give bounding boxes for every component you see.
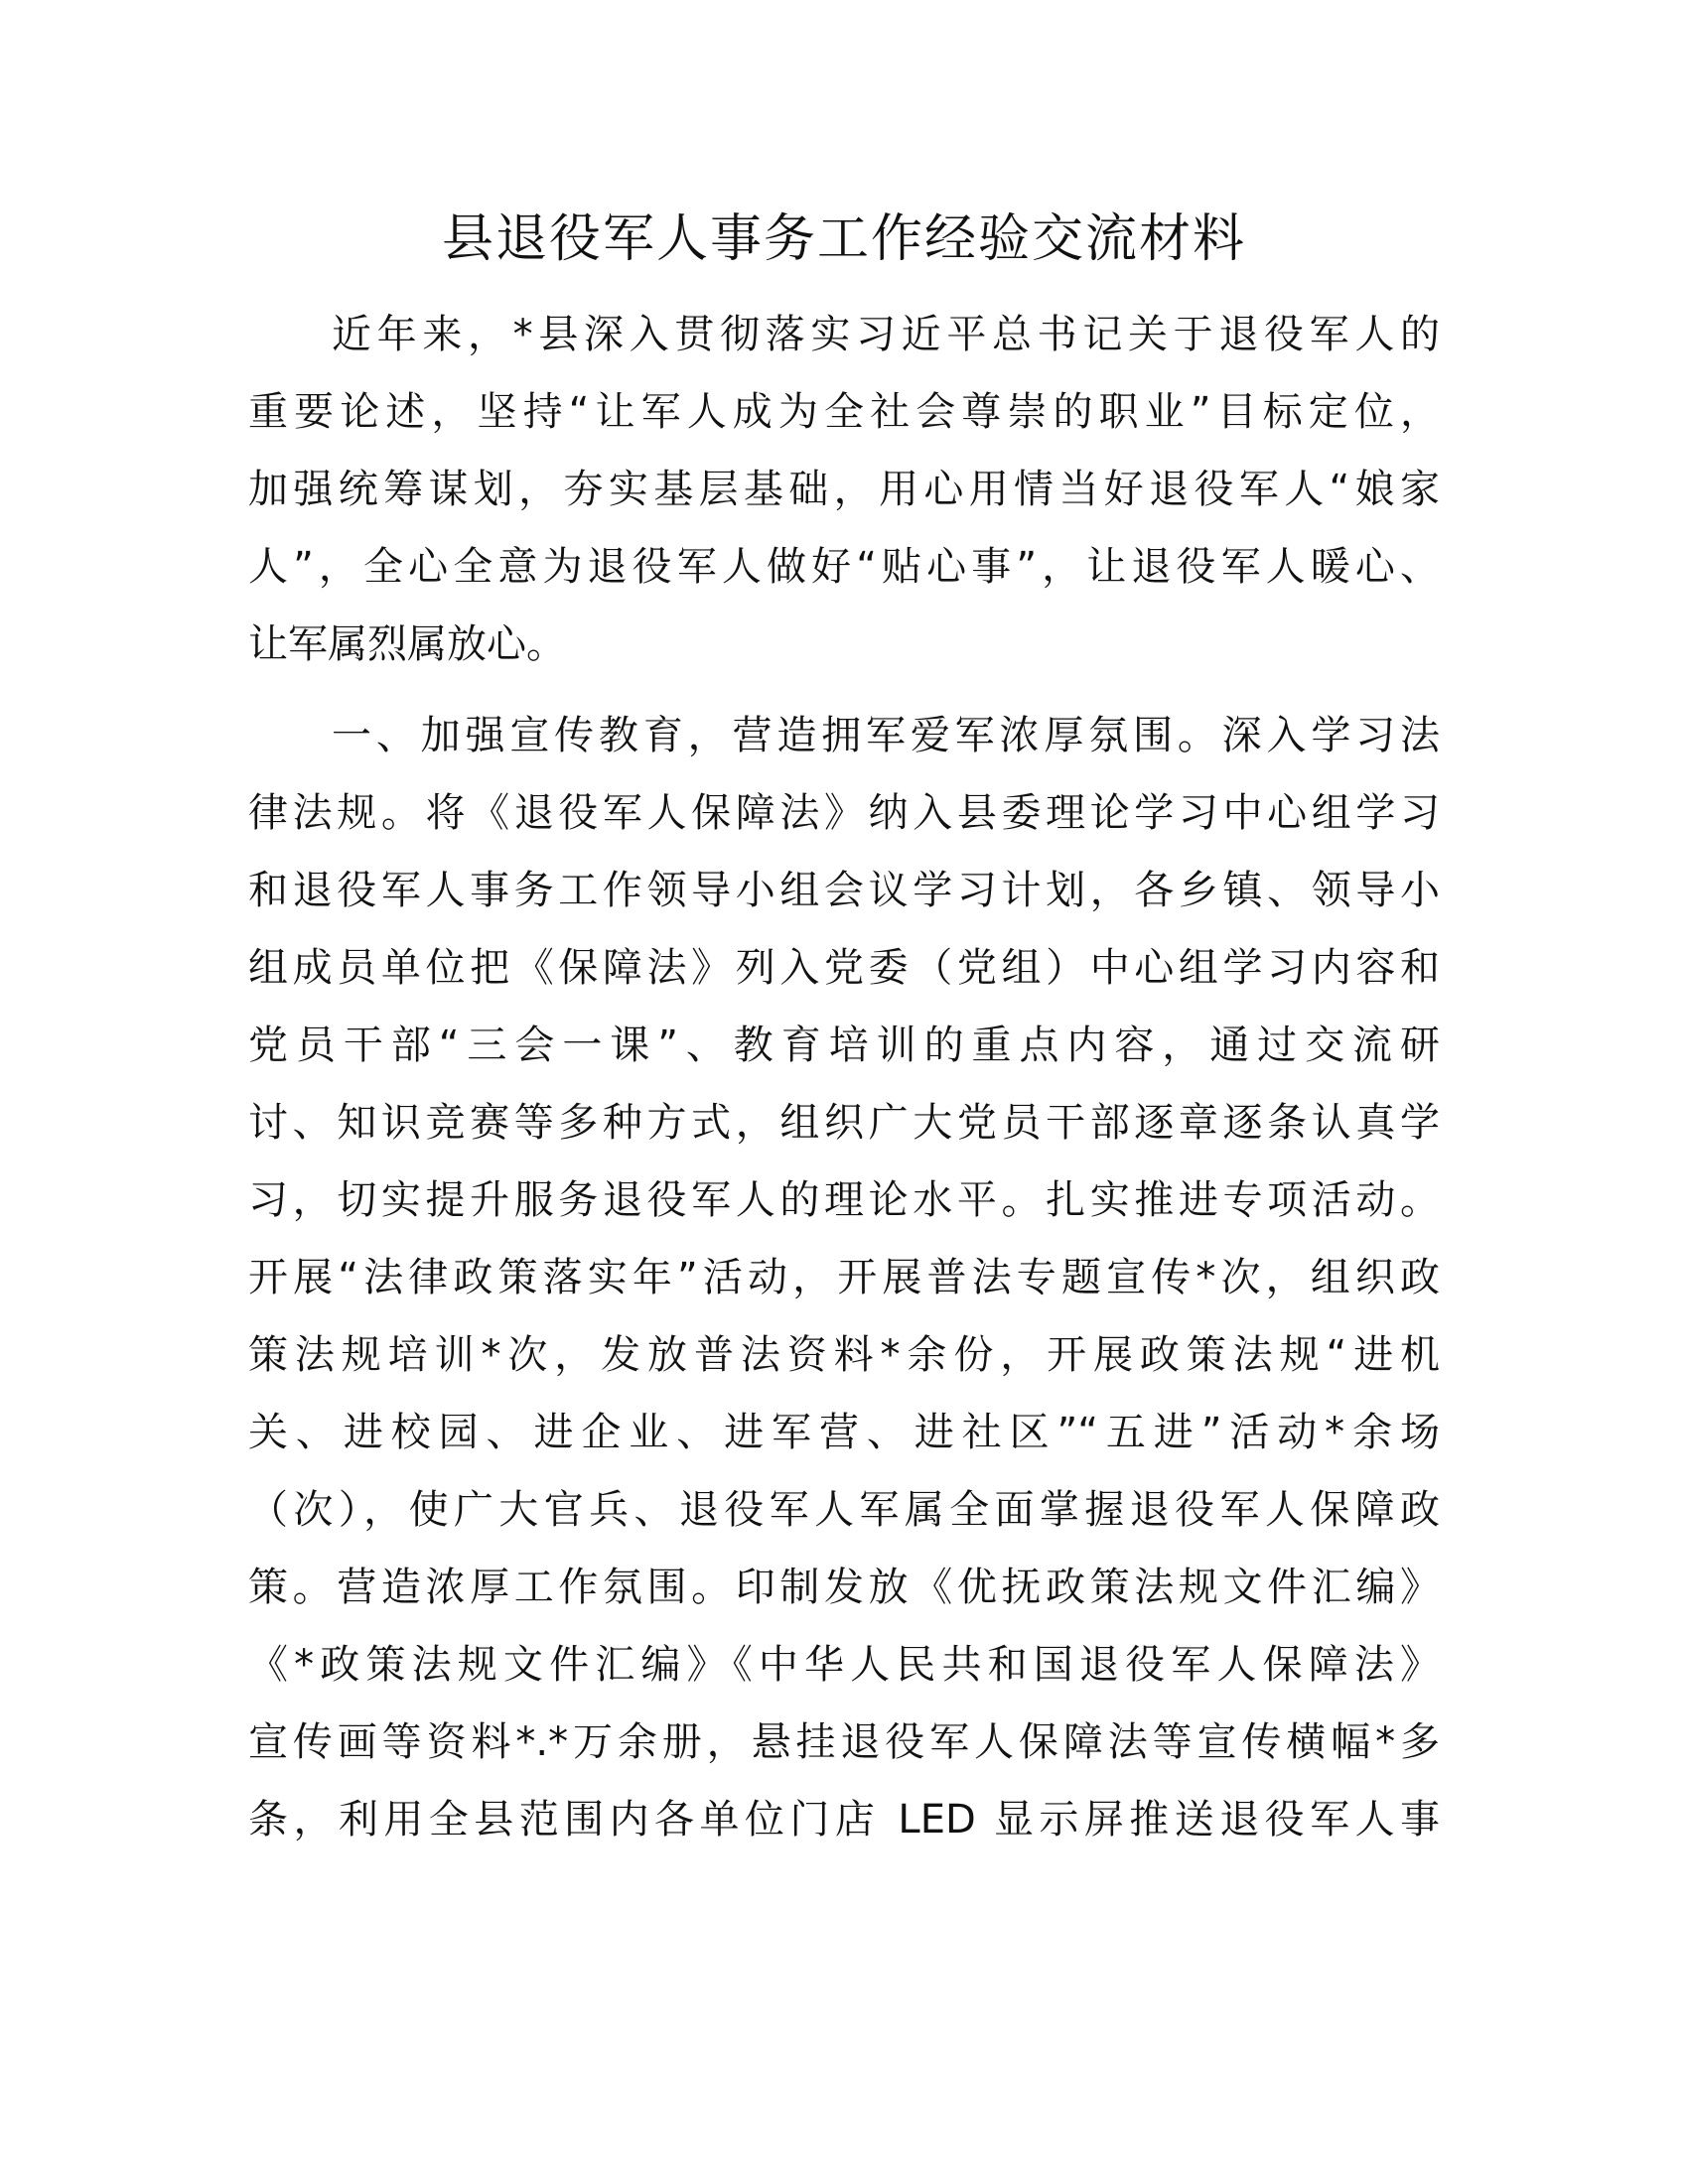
text-line: 加强统筹谋划，夯实基层基础，用心用情当好退役军人“娘家 [248, 467, 1440, 512]
document-title: 县退役军人事务工作经验交流材料 [441, 209, 1246, 269]
text-line: 人”，全心全意为退役军人做好“贴心事”，让退役军人暖心、 [248, 544, 1440, 590]
text-line: 和退役军人事务工作领导小组会议学习计划，各乡镇、领导小 [248, 868, 1440, 913]
text-line: 让军属烈属放心。 [248, 621, 566, 667]
text-line: 条，利用全县范围内各单位门店 LED 显示屏推送退役军人事 [248, 1797, 1440, 1843]
text-line: 党员干部“三会一课”、教育培训的重点内容，通过交流研 [248, 1023, 1440, 1068]
text-line: 《*政策法规文件汇编》《中华人民共和国退役军人保障法》 [248, 1642, 1440, 1688]
text-line: 习，切实提升服务退役军人的理论水平。扎实推进专项活动。 [248, 1177, 1440, 1223]
text-line: 策。营造浓厚工作氛围。印制发放《优抚政策法规文件汇编》 [248, 1565, 1440, 1610]
paragraph-section-1 [248, 697, 1440, 1858]
paragraph-intro [248, 296, 1440, 683]
text-line: 近年来，*县深入贯彻落实习近平总书记关于退役军人的 [332, 312, 1440, 357]
text-line: 组成员单位把《保障法》列入党委（党组）中心组学习内容和 [248, 945, 1440, 991]
text-line: 讨、知识竞赛等多种方式，组织广大党员干部逐章逐条认真学 [248, 1100, 1440, 1146]
text-line: （次），使广大官兵、退役军人军属全面掌握退役军人保障政 [248, 1487, 1440, 1533]
text-line: 重要论述，坚持“让军人成为全社会尊崇的职业”目标定位， [248, 389, 1440, 435]
text-line: 策法规培训*次，发放普法资料*余份，开展政策法规“进机 [248, 1332, 1440, 1378]
text-line: 律法规。将《退役军人保障法》纳入县委理论学习中心组学习 [248, 790, 1440, 836]
text-line: 关、进校园、进企业、进军营、进社区”“五进”活动*余场 [248, 1410, 1440, 1455]
text-line: 开展“法律政策落实年”活动，开展普法专题宣传*次，组织政 [248, 1255, 1440, 1300]
text-line: 一、加强宣传教育，营造拥军爱军浓厚氛围。深入学习法 [332, 713, 1440, 758]
document-body [248, 296, 1440, 1872]
text-line: 宣传画等资料*.*万余册，悬挂退役军人保障法等宣传横幅*多 [248, 1719, 1440, 1765]
